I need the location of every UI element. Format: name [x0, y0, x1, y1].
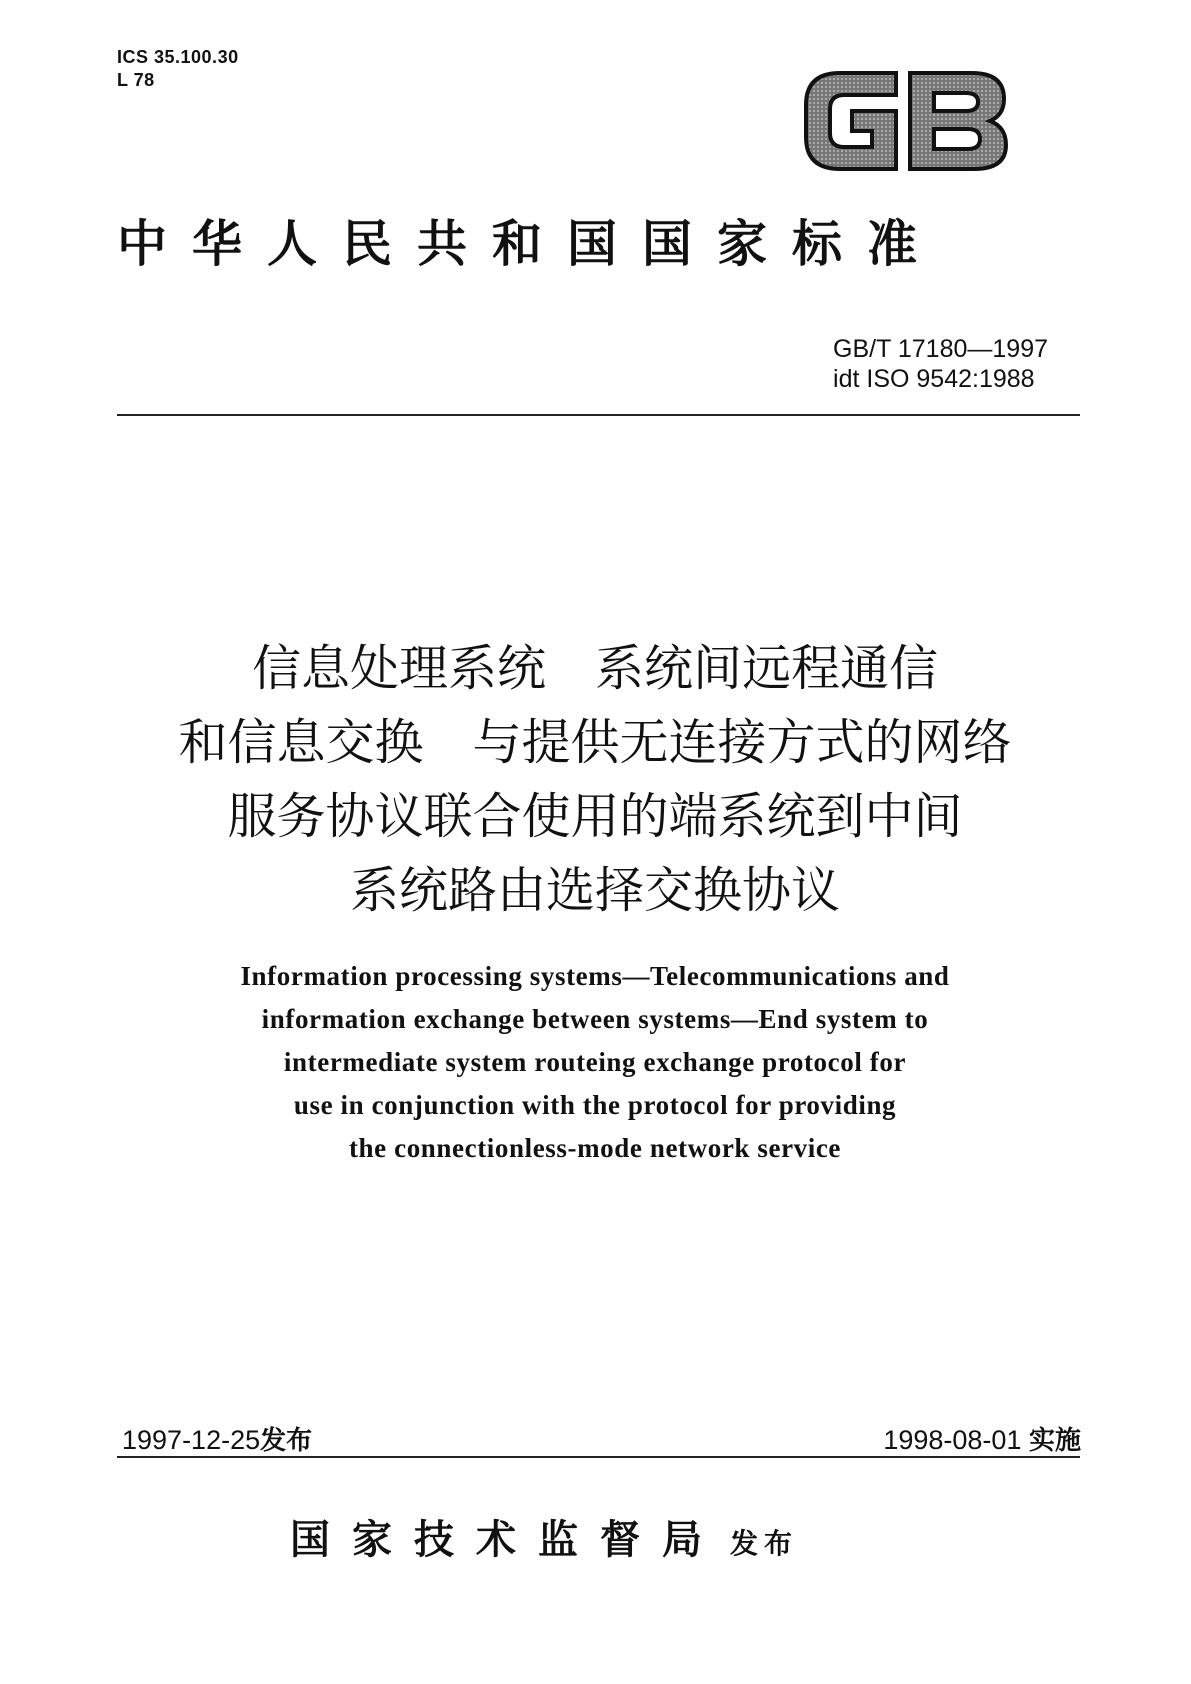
issue-date: 1997-12-25 [122, 1425, 261, 1455]
english-title-line-4: use in conjunction with the protocol for providing [293, 1090, 897, 1120]
gb-logo [800, 65, 1012, 177]
issue-date-block [122, 1420, 312, 1457]
chinese-title-line-4: 系统路由选择交换协议 [349, 862, 840, 919]
ccs-code: L 78 [117, 70, 155, 90]
chinese-title-line-3: 服务协议联合使用的端系统到中间 [227, 788, 963, 845]
english-title-line-2: information exchange between systems—End system to [261, 1004, 929, 1034]
gb-logo-text: GB [906, 127, 908, 128]
english-title-line-3: intermediate system routeing exchange protocol for [283, 1047, 907, 1077]
chinese-title-line-1: 信息处理系统 系统间远程通信 [251, 640, 938, 697]
classification-codes [117, 46, 239, 92]
issuer-name: 国家技术监督局 [290, 1516, 724, 1563]
identical-iso-number: idt ISO 9542:1988 [833, 365, 1035, 393]
ics-code: ICS 35.100.30 [117, 47, 239, 67]
chinese-title-line-2: 和信息交换 与提供无连接方式的网络 [178, 714, 1012, 771]
english-title-line-5: the connectionless-mode network service [348, 1133, 842, 1163]
english-title [95, 955, 1095, 1170]
english-title-line-1: Information processing systems—Telecommunications and [240, 961, 950, 991]
effective-date: 1998-08-01 [883, 1425, 1022, 1455]
standard-number: GB/T 17180—1997 [833, 335, 1048, 363]
gb-logo-icon [800, 65, 1012, 177]
issuer-suffix: 发布 [730, 1527, 799, 1560]
top-divider [117, 414, 1080, 416]
bottom-divider [117, 1456, 1080, 1458]
issue-label: 发布 [260, 1426, 313, 1456]
effective-label: 实施 [1028, 1426, 1081, 1456]
chinese-title [95, 632, 1095, 928]
issuing-authority [290, 1508, 798, 1565]
standard-number-block [833, 334, 1048, 394]
effective-date-block [883, 1420, 1081, 1457]
national-standard-heading: 中华人民共和国国家标准 [117, 214, 942, 273]
